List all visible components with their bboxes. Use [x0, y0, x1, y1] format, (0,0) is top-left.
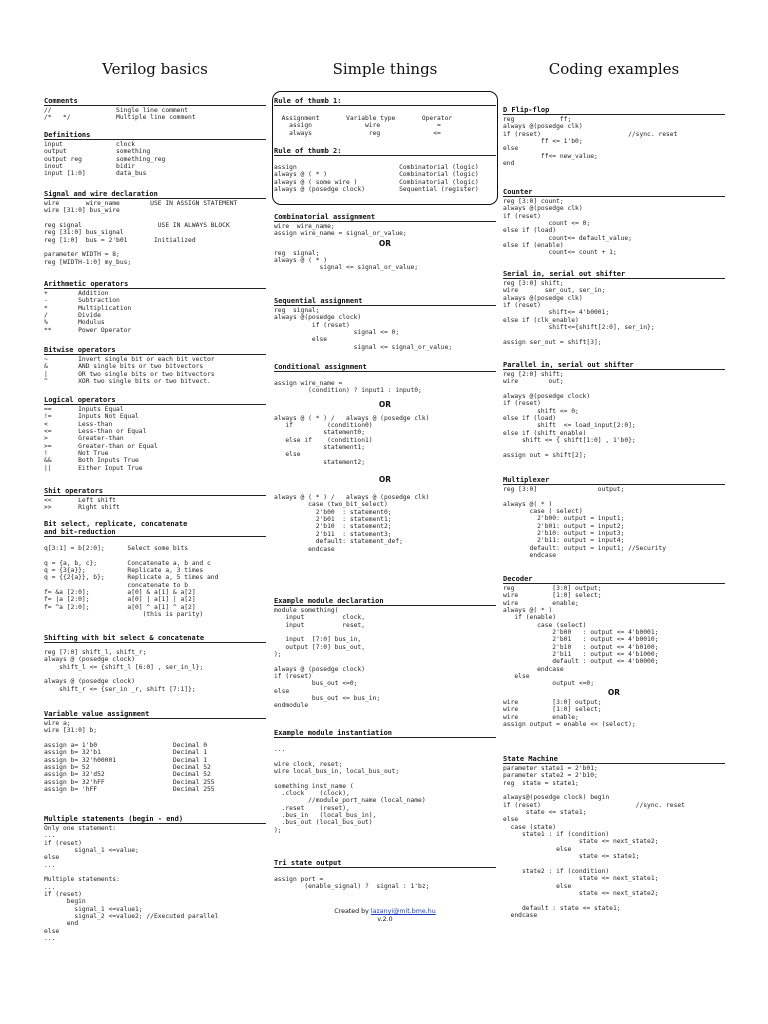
or-label-cond-2: OR: [378, 475, 392, 485]
code-cond-a: assign wire_name = (condition) ? input1 : input0;: [274, 380, 422, 395]
code-arith: + Addition - Subtraction * Multiplication / Divide % Modulus ** Power Operator: [44, 290, 132, 334]
heading-seq: Sequential assignment: [274, 297, 496, 306]
or-label-cond-1: OR: [378, 399, 392, 409]
section-mux: [503, 476, 725, 559]
footer-created-by: Created by: [334, 908, 371, 915]
heading-fsm: State Machine: [503, 755, 725, 764]
section-seq: [274, 297, 496, 351]
section-arith: [44, 280, 266, 334]
section-serial: [503, 270, 725, 346]
code-seq: reg signal; always @(posedge clock) if (reset) signal <= 0; else signal <= signal_or_value;: [274, 307, 453, 351]
section-modinst: [274, 729, 496, 834]
heading-parallel: Parallel in, serial out shifter: [503, 361, 725, 370]
section-rule2: [274, 147, 496, 193]
section-logical: [44, 396, 266, 472]
footer-version: v.2.0: [377, 916, 393, 923]
heading-rule2: Rule of thumb 2:: [274, 147, 496, 156]
heading-decoder: Decoder: [503, 575, 725, 584]
code-varvalue: wire a; wire [31:0] b; assign a= 1'b0 Decimal 0 assign b= 32'b1 Decimal 1 assign b= 32'h00001 Decimal 1 assign b= 52 Decimal 52 assign b= 32'd52 Decimal 52 assign b= 32'hFF Decimal 255 assign b= 'hFF Decimal 255: [44, 720, 215, 794]
section-signal-wire: [44, 190, 266, 266]
author-email-link[interactable]: lazanyi@mit.bme.hu: [370, 908, 436, 915]
section-comments: [44, 97, 266, 122]
code-parallel: reg [2:0] shift; wire out; always @(posedge clock) if (reset) shift <= 0; else if (load) shift <= load_input[2:0]; else if (shift_enable) shift <= { shift[1:0] , 1'b0}; assign out = shift[2];: [503, 371, 636, 459]
code-comb-b: reg signal; always @ ( * ) signal <= signal_or_value;: [274, 249, 419, 272]
section-dff: [503, 106, 725, 167]
heading-dff: D Flip-flop: [503, 106, 725, 115]
code-comments: // Single line comment /* */ Multiple line comment: [44, 107, 196, 122]
code-shiftbit: reg [7:0] shift_l, shift_r; always @ (posedge clock) shift_l <= {shift_l [6:0] , ser_in_l}; always @ (posedge clock) shift_r <= {ser_in _r, shift [7:1]};: [44, 649, 204, 693]
heading-tristate: Tri state output: [274, 859, 496, 868]
section-definitions: [44, 131, 266, 178]
section-parallel: [503, 361, 725, 459]
heading-comb: Combinatorial assignment: [274, 213, 496, 222]
heading-bitselect: Bit select, replicate, concatenate and bit-reduction: [44, 520, 266, 537]
code-rule2: assign Combinatorial (logic) always @ ( * ) Combinatorial (logic) always @ ( some wire ) Combinatorial (logic) always @ (posedge clock) Sequential (register): [274, 164, 479, 194]
heading-rule1: Rule of thumb 1:: [274, 97, 496, 106]
code-tristate: assign port = (enable_signal) ? signal : 1'bz;: [274, 876, 430, 891]
section-bitselect: [44, 520, 266, 618]
heading-signal-wire: Signal and wire declaration: [44, 190, 266, 199]
code-dff: reg ff; always @(posedge clk) if (reset) //sync. reset ff <= 1'b0; else ff<= new_value; end: [503, 116, 678, 168]
code-signal-wire: wire wire_name USE IN ASSIGN STATEMENT wire [31:0] bus_wire reg signal USE IN ALWAYS BLOCK reg [31:0] bus_signal reg [1:0] bus = 2'b01 Initialized parameter WIDTH = 8; reg [WIDTH-1:0] my_bus;: [44, 200, 238, 266]
code-logical: == Inputs Equal != Inputs Not Equal < Less-than <= Less-than or Equal > Greater-than >= Greater-than or Equal ! Not True && Both Inputs True || Either Input True: [44, 406, 158, 472]
code-mux: reg [3:0] output; always @( * ) case ( select) 2'b00: output = input1; 2'b01: output = input2; 2'b10: output = input3; 2'b11: output = input4; default: output = input1; //Security endcase: [503, 486, 667, 560]
heading-multi: Multiple statements (begin - end): [44, 815, 266, 824]
footer: [274, 908, 496, 924]
heading-bitwise: Bitwise operators: [44, 346, 266, 355]
title-simple-things: Simple things: [332, 60, 438, 78]
code-cond-b: always @ ( * ) / always @ (posedge clk) if (condition0) statement0; else if (condition1) statement1; else statement2;: [274, 414, 430, 466]
section-shift: [44, 487, 266, 512]
heading-serial: Serial in, serial out shifter: [503, 270, 725, 279]
section-shiftbit: [44, 634, 266, 693]
code-shift: << Left shift >> Right shift: [44, 497, 120, 512]
heading-arith: Arithmetic operators: [44, 280, 266, 289]
code-rule1: Assignment Variable type Operator assign wire = always reg <=: [281, 115, 453, 137]
or-label-decoder: OR: [607, 687, 621, 697]
heading-modinst: Example module instantiation: [274, 729, 496, 738]
code-bitselect: q[3:1] = b[2:0]; Select some bits q = {a, b, c}; Concatenate a, b and c q = {3{a}}; Replicate a, 3 times q = {{2{a}}, b}; Replicate a, 5 times and concatenate to b f= &a [2:0]; a[0] & a[1] & a[2] f= |a [2:0]; a[0] | a[1] | a[2] f= ^a [2:0]; a[0] ^ a[1] ^ a[2] (this is parity): [44, 545, 219, 619]
code-counter: reg [3:0] count; always @(posedge clk) if (reset) count <= 0; else if (load) count<= default_value; else if (enable) count<= count + 1;: [503, 198, 632, 257]
code-bitwise: ~ Invert single bit or each bit vector & AND single bits or two bitvectors | OR two single bits or two bitvectors ^ XOR two single bits or two bitvect.: [44, 356, 215, 386]
heading-comments: Comments: [44, 97, 266, 106]
section-rule1: [274, 97, 496, 137]
section-comb: [274, 213, 496, 272]
code-serial: reg [3:0] shift; wire ser_out, ser_in; always @(posedge clk) if (reset) shift<= 4'b0001; else if (clk_enable) shift<={shift[2:0], ser_in}; assign ser_out = shift[3];: [503, 280, 655, 346]
code-comb-a: wire wire_name; assign wire_name = signal_or_value;: [274, 223, 407, 238]
heading-moddecl: Example module declaration: [274, 597, 496, 606]
code-decoder-a: reg [3:0] output; wire [1:0] select; wire enable; always @( * ) if (enable) case (select) 2'b00 : output <= 4'b0001; 2'b01 : output <= 4'b0010; 2'b10 : output <= 4'b0100; 2'b11 : output <= 4'b1000; default : output <= 4'b0000; endcase else output <=0;: [503, 585, 659, 688]
code-moddecl: module something( input clock, input reset, input [7:0] bus_in, output [7:0] bus_out, ); always @ (posedge clock) if (reset) bus_out <=0; else bus_out <= bus_in; endmodule: [274, 607, 381, 710]
section-varvalue: [44, 710, 266, 793]
heading-counter: Counter: [503, 188, 725, 197]
section-multi: [44, 815, 266, 943]
code-definitions: input clock output something output reg something_reg inout bidir input [1:0] data_bus: [44, 141, 166, 178]
section-cond: [274, 363, 496, 553]
title-verilog-basics: Verilog basics: [102, 60, 208, 78]
title-coding-examples: Coding examples: [548, 60, 680, 78]
code-modinst: ... wire clock, reset; wire local_bus_in, local_bus_out; something inst_name ( .clock (clock), //module_port_name (local_name) .reset (reset), .bus_in (local_bus_in), .bus_out (local_bus_out) );: [274, 746, 426, 834]
section-fsm: [503, 755, 725, 919]
section-counter: [503, 188, 725, 257]
heading-definitions: Definitions: [44, 131, 266, 140]
heading-shift: Shit operators: [44, 487, 266, 496]
code-decoder-b: wire [3:0] output; wire [1:0] select; wire enable; assign output = enable << (select);: [503, 698, 636, 728]
heading-shiftbit: Shifting with bit select & concatenate: [44, 634, 266, 643]
heading-varvalue: Variable value assignment: [44, 710, 266, 719]
code-multi: Only one statement: ... if (reset) signal_1 <=value; else ... Multiple statements: ... if (reset) begin signal_1 <=value1; signal_2 <=value2; //Executed parallel end else ...: [44, 825, 219, 943]
code-cond-c: always @ ( * ) / always @ (posedge clk) case (two_bit_select) 2'b00 : statement0; 2'b01 : statement1; 2'b10 : statement2; 2'b11 : statement3; default: statement_def; endcase: [274, 494, 430, 553]
section-moddecl: [274, 597, 496, 710]
section-bitwise: [44, 346, 266, 385]
heading-cond: Conditional assignment: [274, 363, 496, 372]
section-tristate: [274, 859, 496, 891]
section-decoder: [503, 575, 725, 728]
code-fsm: parameter state1 = 2'b01; parameter state2 = 2'b10; reg state = state1; always@(posedge clock) begin if (reset) //sync. reset state <= state1; else case (state) state1 : if (condition) state <= next_state2; else state <= state1; state2 : if (condition) state <= next_state1; else state <= next_state2; default : state <= state1; endcase: [503, 765, 685, 919]
heading-logical: Logical operators: [44, 396, 266, 405]
heading-mux: Multiplexer: [503, 476, 725, 485]
or-label-comb: OR: [378, 238, 392, 248]
